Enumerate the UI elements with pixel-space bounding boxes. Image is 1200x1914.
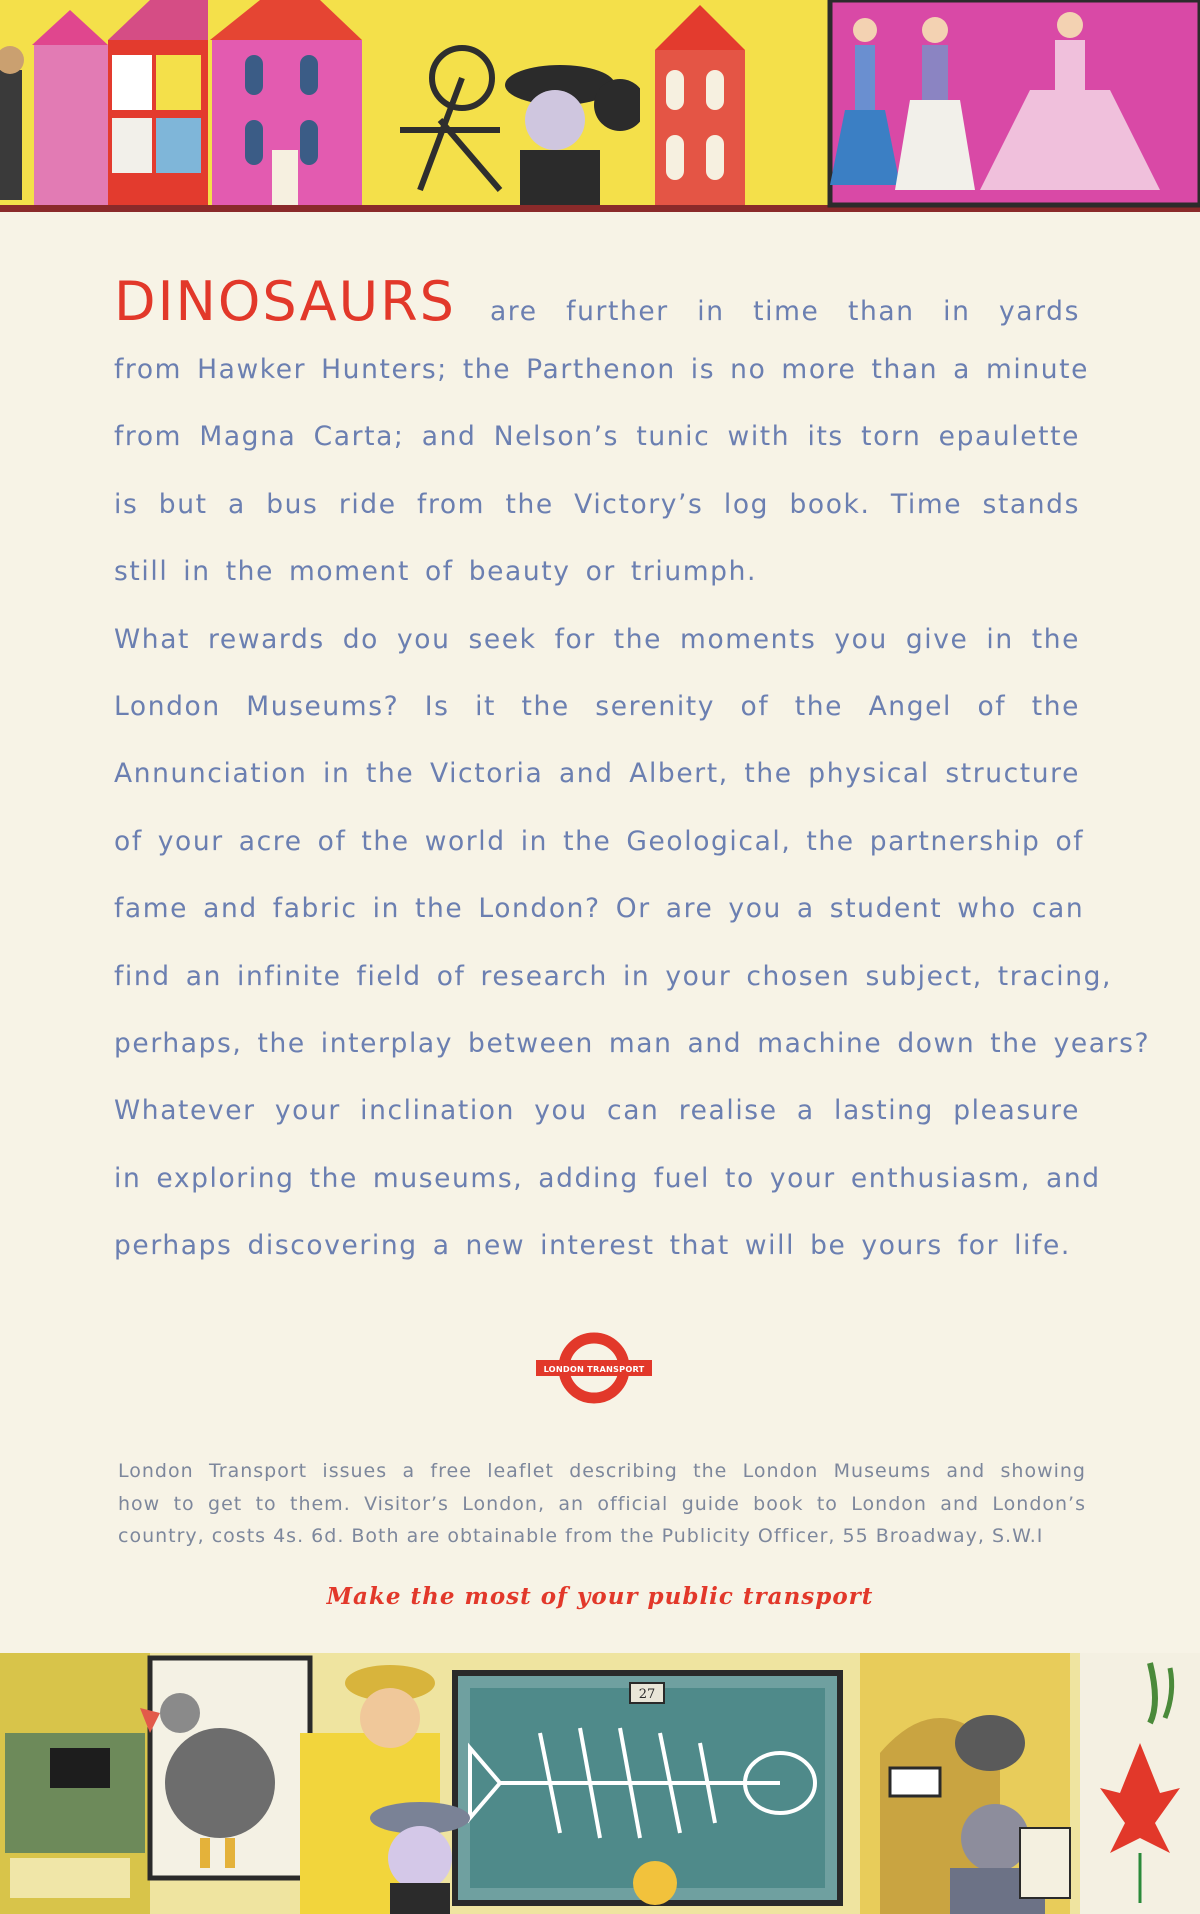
line: find an infinite field of research in your chosen subject, tracing,	[114, 960, 1113, 992]
roundel-label: LONDON TRANSPORT	[543, 1364, 645, 1374]
line: fame and fabric in the London? Or are you a student who can	[114, 893, 1085, 925]
slogan: Make the most of your public transport	[326, 1583, 874, 1610]
footnote	[118, 1455, 1086, 1553]
footnote-line: country, costs 4s. 6d. Both are obtainable from the Publicity Officer, 55 Broadway, S.W.I	[118, 1525, 1044, 1547]
london-transport-roundel-icon	[534, 1328, 654, 1408]
line: are further in time than in yards	[489, 296, 1080, 327]
first-line	[114, 268, 1080, 336]
body-text	[114, 268, 1151, 1279]
bottom-illustration-museum-exhibits	[0, 1653, 1200, 1914]
line: from Magna Carta; and Nelson’s tunic with its torn epaulette	[114, 421, 1080, 453]
line: perhaps, the interplay between man and machine down the years?	[114, 1027, 1151, 1059]
line: of your acre of the world in the Geological, the partnership of	[114, 825, 1085, 857]
line: What rewards do you seek for the moments you give in the	[114, 623, 1080, 655]
footnote-line: how to get to them. Visitor’s London, an official guide book to London and London’s	[118, 1492, 1086, 1515]
line: London Museums? Is it the serenity of the Angel of the	[114, 690, 1080, 722]
line: is but a bus ride from the Victory’s log book. Time stands	[114, 488, 1080, 520]
paragraph-1	[114, 268, 1090, 606]
line: Whatever your inclination you can realise a lasting pleasure	[114, 1095, 1080, 1127]
footnote-line: London Transport issues a free leaflet describing the London Museums and showing	[118, 1460, 1086, 1482]
paragraph-2	[114, 606, 1151, 1280]
headline: DINOSAURS	[114, 270, 456, 333]
top-illustration-museum-toys	[0, 0, 1200, 212]
line: Annunciation in the Victoria and Albert, the physical structure	[114, 758, 1080, 790]
case-number: 27	[638, 1687, 656, 1702]
line: perhaps discovering a new interest that will be yours for life.	[114, 1230, 1071, 1262]
line: from Hawker Hunters; the Parthenon is no more than a minute	[114, 354, 1090, 385]
line: in exploring the museums, adding fuel to your enthusiasm, and	[114, 1162, 1101, 1194]
line: still in the moment of beauty or triumph.	[114, 556, 758, 588]
